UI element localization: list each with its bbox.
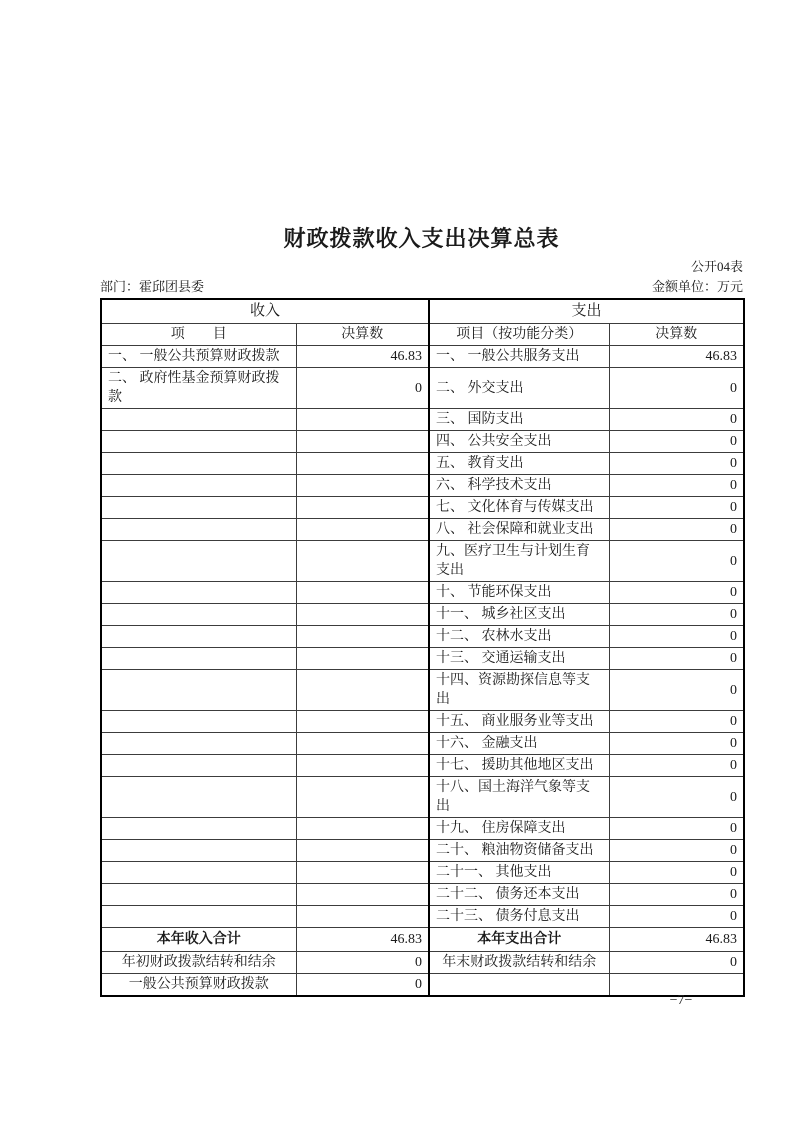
expense-value-cell: 46.83 — [609, 346, 744, 368]
income-item-cell: 二、 政府性基金预算财政拨款 — [101, 368, 296, 409]
income-item-cell — [101, 409, 296, 431]
table-row — [101, 519, 744, 541]
expense-value-cell: 0 — [609, 840, 744, 862]
meta-line — [100, 278, 743, 295]
table-row — [101, 368, 744, 409]
income-item-cell — [101, 648, 296, 670]
expense-value-cell: 0 — [609, 670, 744, 711]
table-row — [101, 453, 744, 475]
table-row — [101, 755, 744, 777]
column-header-row — [101, 324, 744, 346]
income-value-cell — [296, 670, 429, 711]
expense-value-cell: 0 — [609, 906, 744, 928]
expense-item-cell: 十二、 农林水支出 — [429, 626, 609, 648]
expense-item-cell: 十九、 住房保障支出 — [429, 818, 609, 840]
table-row — [101, 582, 744, 604]
expense-item-cell: 十三、 交通运输支出 — [429, 648, 609, 670]
expense-value-cell: 0 — [609, 952, 744, 974]
income-item-cell — [101, 711, 296, 733]
expense-amount-header: 决算数 — [609, 324, 744, 346]
table-row — [101, 670, 744, 711]
table-row — [101, 541, 744, 582]
expense-item-cell: 二十二、 债务还本支出 — [429, 884, 609, 906]
income-item-cell — [101, 884, 296, 906]
expense-item-cell: 七、 文化体育与传媒支出 — [429, 497, 609, 519]
income-item-cell — [101, 862, 296, 884]
expense-value-cell: 0 — [609, 519, 744, 541]
document-content — [100, 226, 743, 997]
income-value-cell — [296, 626, 429, 648]
expense-value-cell: 0 — [609, 475, 744, 497]
department-label: 部门：霍邱团县委 — [100, 279, 205, 294]
expense-item-cell: 十七、 援助其他地区支出 — [429, 755, 609, 777]
table-row — [101, 475, 744, 497]
table-row — [101, 409, 744, 431]
expense-item-cell: 十六、 金融支出 — [429, 733, 609, 755]
income-item-cell — [101, 755, 296, 777]
expense-item-cell: 五、 教育支出 — [429, 453, 609, 475]
income-value-cell: 0 — [296, 368, 429, 409]
page-title: 财政拨款收入支出决算总表 — [283, 226, 560, 251]
income-value-cell — [296, 409, 429, 431]
expense-item-cell: 十、 节能环保支出 — [429, 582, 609, 604]
expense-item-cell: 本年支出合计 — [429, 928, 609, 952]
expense-value-cell: 0 — [609, 862, 744, 884]
table-row — [101, 952, 744, 974]
income-item-cell — [101, 670, 296, 711]
income-value-cell — [296, 519, 429, 541]
expense-item-cell: 二十三、 债务付息支出 — [429, 906, 609, 928]
income-item-cell — [101, 777, 296, 818]
income-value-cell — [296, 582, 429, 604]
income-item-cell — [101, 582, 296, 604]
expense-item-cell: 三、 国防支出 — [429, 409, 609, 431]
income-item-cell — [101, 475, 296, 497]
expense-item-cell: 九、医疗卫生与计划生育支出 — [429, 541, 609, 582]
expense-item-cell: 四、 公共安全支出 — [429, 431, 609, 453]
income-value-cell — [296, 755, 429, 777]
expense-item-cell: 十一、 城乡社区支出 — [429, 604, 609, 626]
income-item-cell — [101, 840, 296, 862]
table-row — [101, 346, 744, 368]
table-row — [101, 626, 744, 648]
table-row — [101, 884, 744, 906]
table-body — [101, 346, 744, 997]
expense-value-cell: 0 — [609, 604, 744, 626]
table-row — [101, 648, 744, 670]
expense-item-cell: 二十、 粮油物资储备支出 — [429, 840, 609, 862]
table-row — [101, 840, 744, 862]
expense-value-cell: 46.83 — [609, 928, 744, 952]
expense-item-cell: 二、 外交支出 — [429, 368, 609, 409]
expense-value-cell: 0 — [609, 884, 744, 906]
expense-value-cell: 0 — [609, 453, 744, 475]
table-row — [101, 862, 744, 884]
income-value-cell: 46.83 — [296, 346, 429, 368]
income-value-cell: 0 — [296, 952, 429, 974]
expense-item-cell: 十八、国土海洋气象等支出 — [429, 777, 609, 818]
table-row — [101, 928, 744, 952]
income-item-cell: 一、 一般公共预算财政拨款 — [101, 346, 296, 368]
expense-item-cell: 十五、 商业服务业等支出 — [429, 711, 609, 733]
table-code: 公开04表 — [690, 259, 743, 274]
expense-value-cell: 0 — [609, 409, 744, 431]
table-row — [101, 777, 744, 818]
expense-value-cell: 0 — [609, 648, 744, 670]
expense-item-cell: 八、 社会保障和就业支出 — [429, 519, 609, 541]
income-item-cell — [101, 733, 296, 755]
table-row — [101, 497, 744, 519]
expense-value-cell: 0 — [609, 818, 744, 840]
income-amount-header: 决算数 — [296, 324, 429, 346]
table-row — [101, 711, 744, 733]
income-value-cell — [296, 862, 429, 884]
table-row — [101, 906, 744, 928]
expense-value-cell: 0 — [609, 431, 744, 453]
income-item-cell — [101, 541, 296, 582]
expense-value-cell: 0 — [609, 582, 744, 604]
expense-value-cell: 0 — [609, 368, 744, 409]
income-item-cell — [101, 497, 296, 519]
income-group-header: 收入 — [101, 299, 429, 324]
income-item-cell — [101, 626, 296, 648]
expense-value-cell: 0 — [609, 777, 744, 818]
expense-item-cell: 六、 科学技术支出 — [429, 475, 609, 497]
income-item-cell: 年初财政拨款结转和结余 — [101, 952, 296, 974]
expense-item-header: 项目（按功能分类） — [429, 324, 609, 346]
expense-value-cell: 0 — [609, 626, 744, 648]
group-header-row — [101, 299, 744, 324]
fiscal-appropriation-table — [100, 298, 745, 997]
income-item-cell — [101, 431, 296, 453]
expense-value-cell: 0 — [609, 497, 744, 519]
expense-value-cell: 0 — [609, 711, 744, 733]
expense-value-cell: 0 — [609, 733, 744, 755]
page-number: −7− — [669, 993, 693, 1008]
table-row — [101, 431, 744, 453]
income-value-cell — [296, 453, 429, 475]
income-value-cell — [296, 604, 429, 626]
income-item-cell — [101, 519, 296, 541]
income-value-cell — [296, 475, 429, 497]
expense-value-cell: 0 — [609, 755, 744, 777]
income-value-cell — [296, 840, 429, 862]
income-item-cell: 一般公共预算财政拨款 — [101, 974, 296, 997]
income-item-cell — [101, 453, 296, 475]
income-item-header: 项 目 — [101, 324, 296, 346]
expense-item-cell — [429, 974, 609, 997]
unit-label: 金额单位：万元 — [651, 279, 743, 294]
table-row — [101, 604, 744, 626]
income-value-cell — [296, 541, 429, 582]
income-value-cell — [296, 711, 429, 733]
income-value-cell — [296, 884, 429, 906]
table-row — [101, 733, 744, 755]
income-value-cell — [296, 431, 429, 453]
income-value-cell — [296, 906, 429, 928]
expense-item-cell: 年末财政拨款结转和结余 — [429, 952, 609, 974]
income-value-cell — [296, 777, 429, 818]
income-value-cell — [296, 648, 429, 670]
expense-item-cell: 一、 一般公共服务支出 — [429, 346, 609, 368]
income-value-cell — [296, 733, 429, 755]
income-value-cell — [296, 818, 429, 840]
income-value-cell — [296, 497, 429, 519]
table-row — [101, 818, 744, 840]
expense-value-cell: 0 — [609, 541, 744, 582]
income-item-cell — [101, 818, 296, 840]
expense-item-cell: 二十一、 其他支出 — [429, 862, 609, 884]
income-value-cell: 46.83 — [296, 928, 429, 952]
income-item-cell: 本年收入合计 — [101, 928, 296, 952]
expenditure-group-header: 支出 — [429, 299, 744, 324]
income-item-cell — [101, 604, 296, 626]
expense-item-cell: 十四、资源勘探信息等支出 — [429, 670, 609, 711]
income-item-cell — [101, 906, 296, 928]
income-value-cell: 0 — [296, 974, 429, 997]
